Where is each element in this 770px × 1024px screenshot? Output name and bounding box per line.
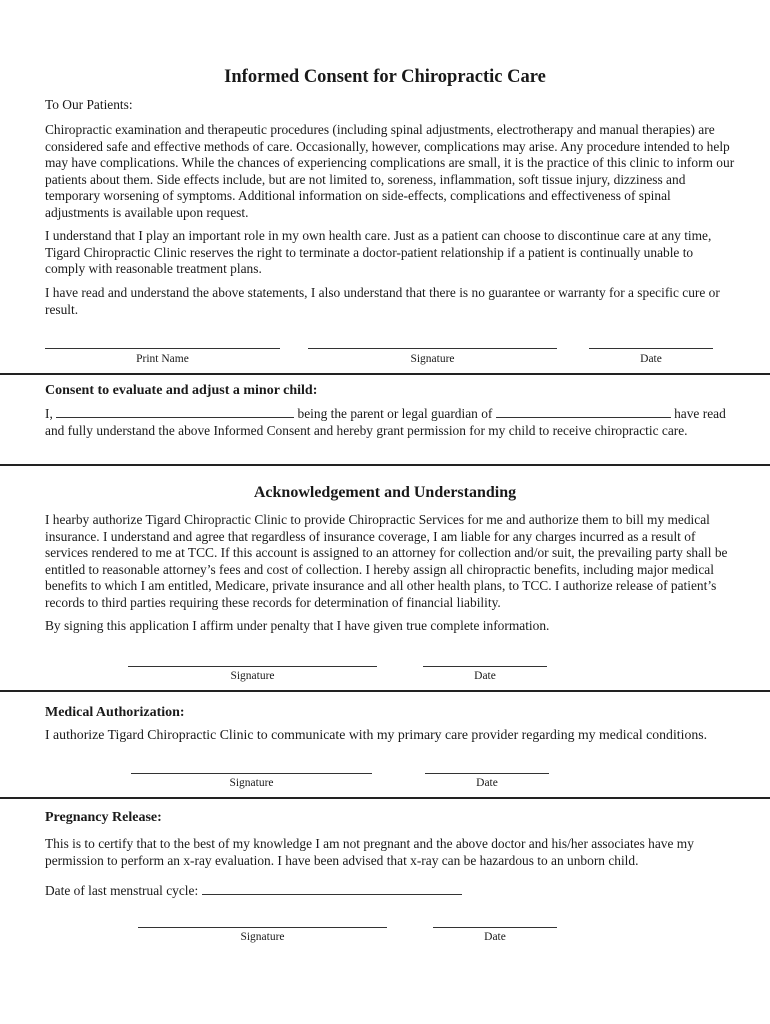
- minor-middle: being the parent or legal guardian of: [297, 406, 493, 421]
- child-name-field[interactable]: [496, 405, 671, 418]
- consent-signature-line[interactable]: [308, 348, 557, 349]
- pregnancy-signature-line[interactable]: [138, 927, 387, 928]
- pregnancy-release-heading: Pregnancy Release:: [45, 810, 162, 825]
- pregnancy-date-label: Date: [484, 931, 506, 943]
- section-divider: [0, 797, 770, 799]
- print-name-label: Print Name: [136, 353, 189, 365]
- consent-date-line[interactable]: [589, 348, 713, 349]
- parent-name-field[interactable]: [56, 405, 294, 418]
- section-divider: [0, 464, 770, 466]
- minor-continuation: read and fully understand the above Informed Consent and hereby grant permission for my child to receive chiropractic care.: [45, 406, 726, 438]
- medical-signature-line[interactable]: [131, 773, 372, 774]
- acknowledgement-heading: Acknowledgement and Understanding: [253, 484, 517, 501]
- menstrual-cycle-row: [45, 882, 735, 900]
- minor-suffix: have: [674, 406, 700, 421]
- consent-paragraph-1: Chiropractic examination and therapeutic procedures (including spinal adjustments, electrotherapy and manual therapies) are considered safe and effective methods of care. Occasionally, however, complications may arise. Any procedure intended to help may have complications. While the chances of experiencing complications are small, it is the practice of this clinic to inform our patients about them. Side effects include, but are not limited to, soreness, inflammation, soft tissue injury, dizziness and temporary worsening of symptoms. Additional information on side-effects, complications and effectiveness of spinal adjustments is available upon request.: [45, 122, 735, 220]
- medical-authorization-heading: Medical Authorization:: [45, 705, 185, 720]
- pregnancy-release-paragraph: This is to certify that to the best of my knowledge I am not pregnant and the above doctor and his/her associates have my permission to perform an x-ray evaluation. I have been advised that x-ray can be hazardous to an unborn child.: [45, 836, 694, 868]
- consent-paragraph-3: I have read and understand the above statements, I also understand that there is no guarantee or warranty for a specific cure or result.: [45, 285, 720, 317]
- pregnancy-signature-label: Signature: [240, 931, 285, 943]
- consent-signature-label: Signature: [410, 353, 455, 365]
- acknowledgement-date-line[interactable]: [423, 666, 547, 667]
- salutation: To Our Patients:: [45, 97, 133, 112]
- acknowledgement-date-label: Date: [474, 670, 496, 682]
- acknowledgement-signature-line[interactable]: [128, 666, 377, 667]
- print-name-line[interactable]: [45, 348, 280, 349]
- pregnancy-date-line[interactable]: [433, 927, 557, 928]
- form-title: Informed Consent for Chiropractic Care: [224, 67, 546, 87]
- menstrual-cycle-date-field[interactable]: [202, 882, 462, 895]
- affirm-statement: By signing this application I affirm under penalty that I have given true complete information.: [45, 618, 550, 633]
- medical-signature-label: Signature: [229, 777, 274, 789]
- minor-consent-heading: Consent to evaluate and adjust a minor child:: [45, 383, 318, 398]
- consent-date-label: Date: [640, 353, 662, 365]
- medical-authorization-paragraph: I authorize Tigard Chiropractic Clinic to communicate with my primary care provider regarding my medical conditions.: [45, 727, 708, 742]
- section-divider: [0, 690, 770, 692]
- medical-date-line[interactable]: [425, 773, 549, 774]
- acknowledgement-paragraph: I hearby authorize Tigard Chiropractic Clinic to provide Chiropractic Services for me and authorize them to bill my medical insurance. I understand and agree that regardless of insurance coverage, I am liable for any charges incurred as a result of services rendered to me at TCC. If this account is assigned to an attorney for collection and/or suit, the prevailing party shall be entitled to reasonable attorney’s fees and cost of collection. I hereby assign all chiropractic benefits, including major medical benefits to which I am entitled, Medicare, private insurance and all other health plans, to TCC. I authorize release of patient’s records to third parties requiring these records for determination of financial liability.: [45, 512, 728, 610]
- acknowledgement-signature-label: Signature: [230, 670, 275, 682]
- menstrual-cycle-label: Date of last menstrual cycle:: [45, 883, 199, 898]
- minor-prefix: I,: [45, 406, 53, 421]
- section-divider: [0, 373, 770, 375]
- consent-paragraph-2: I understand that I play an important role in my own health care. Just as a patient can choose to discontinue care at any time, Tigard Chiropractic Clinic reserves the right to terminate a doctor-patient relationship if a patient is continually unable to comply with reasonable treatment plans.: [45, 228, 712, 277]
- minor-consent-text: [45, 405, 735, 439]
- medical-date-label: Date: [476, 777, 498, 789]
